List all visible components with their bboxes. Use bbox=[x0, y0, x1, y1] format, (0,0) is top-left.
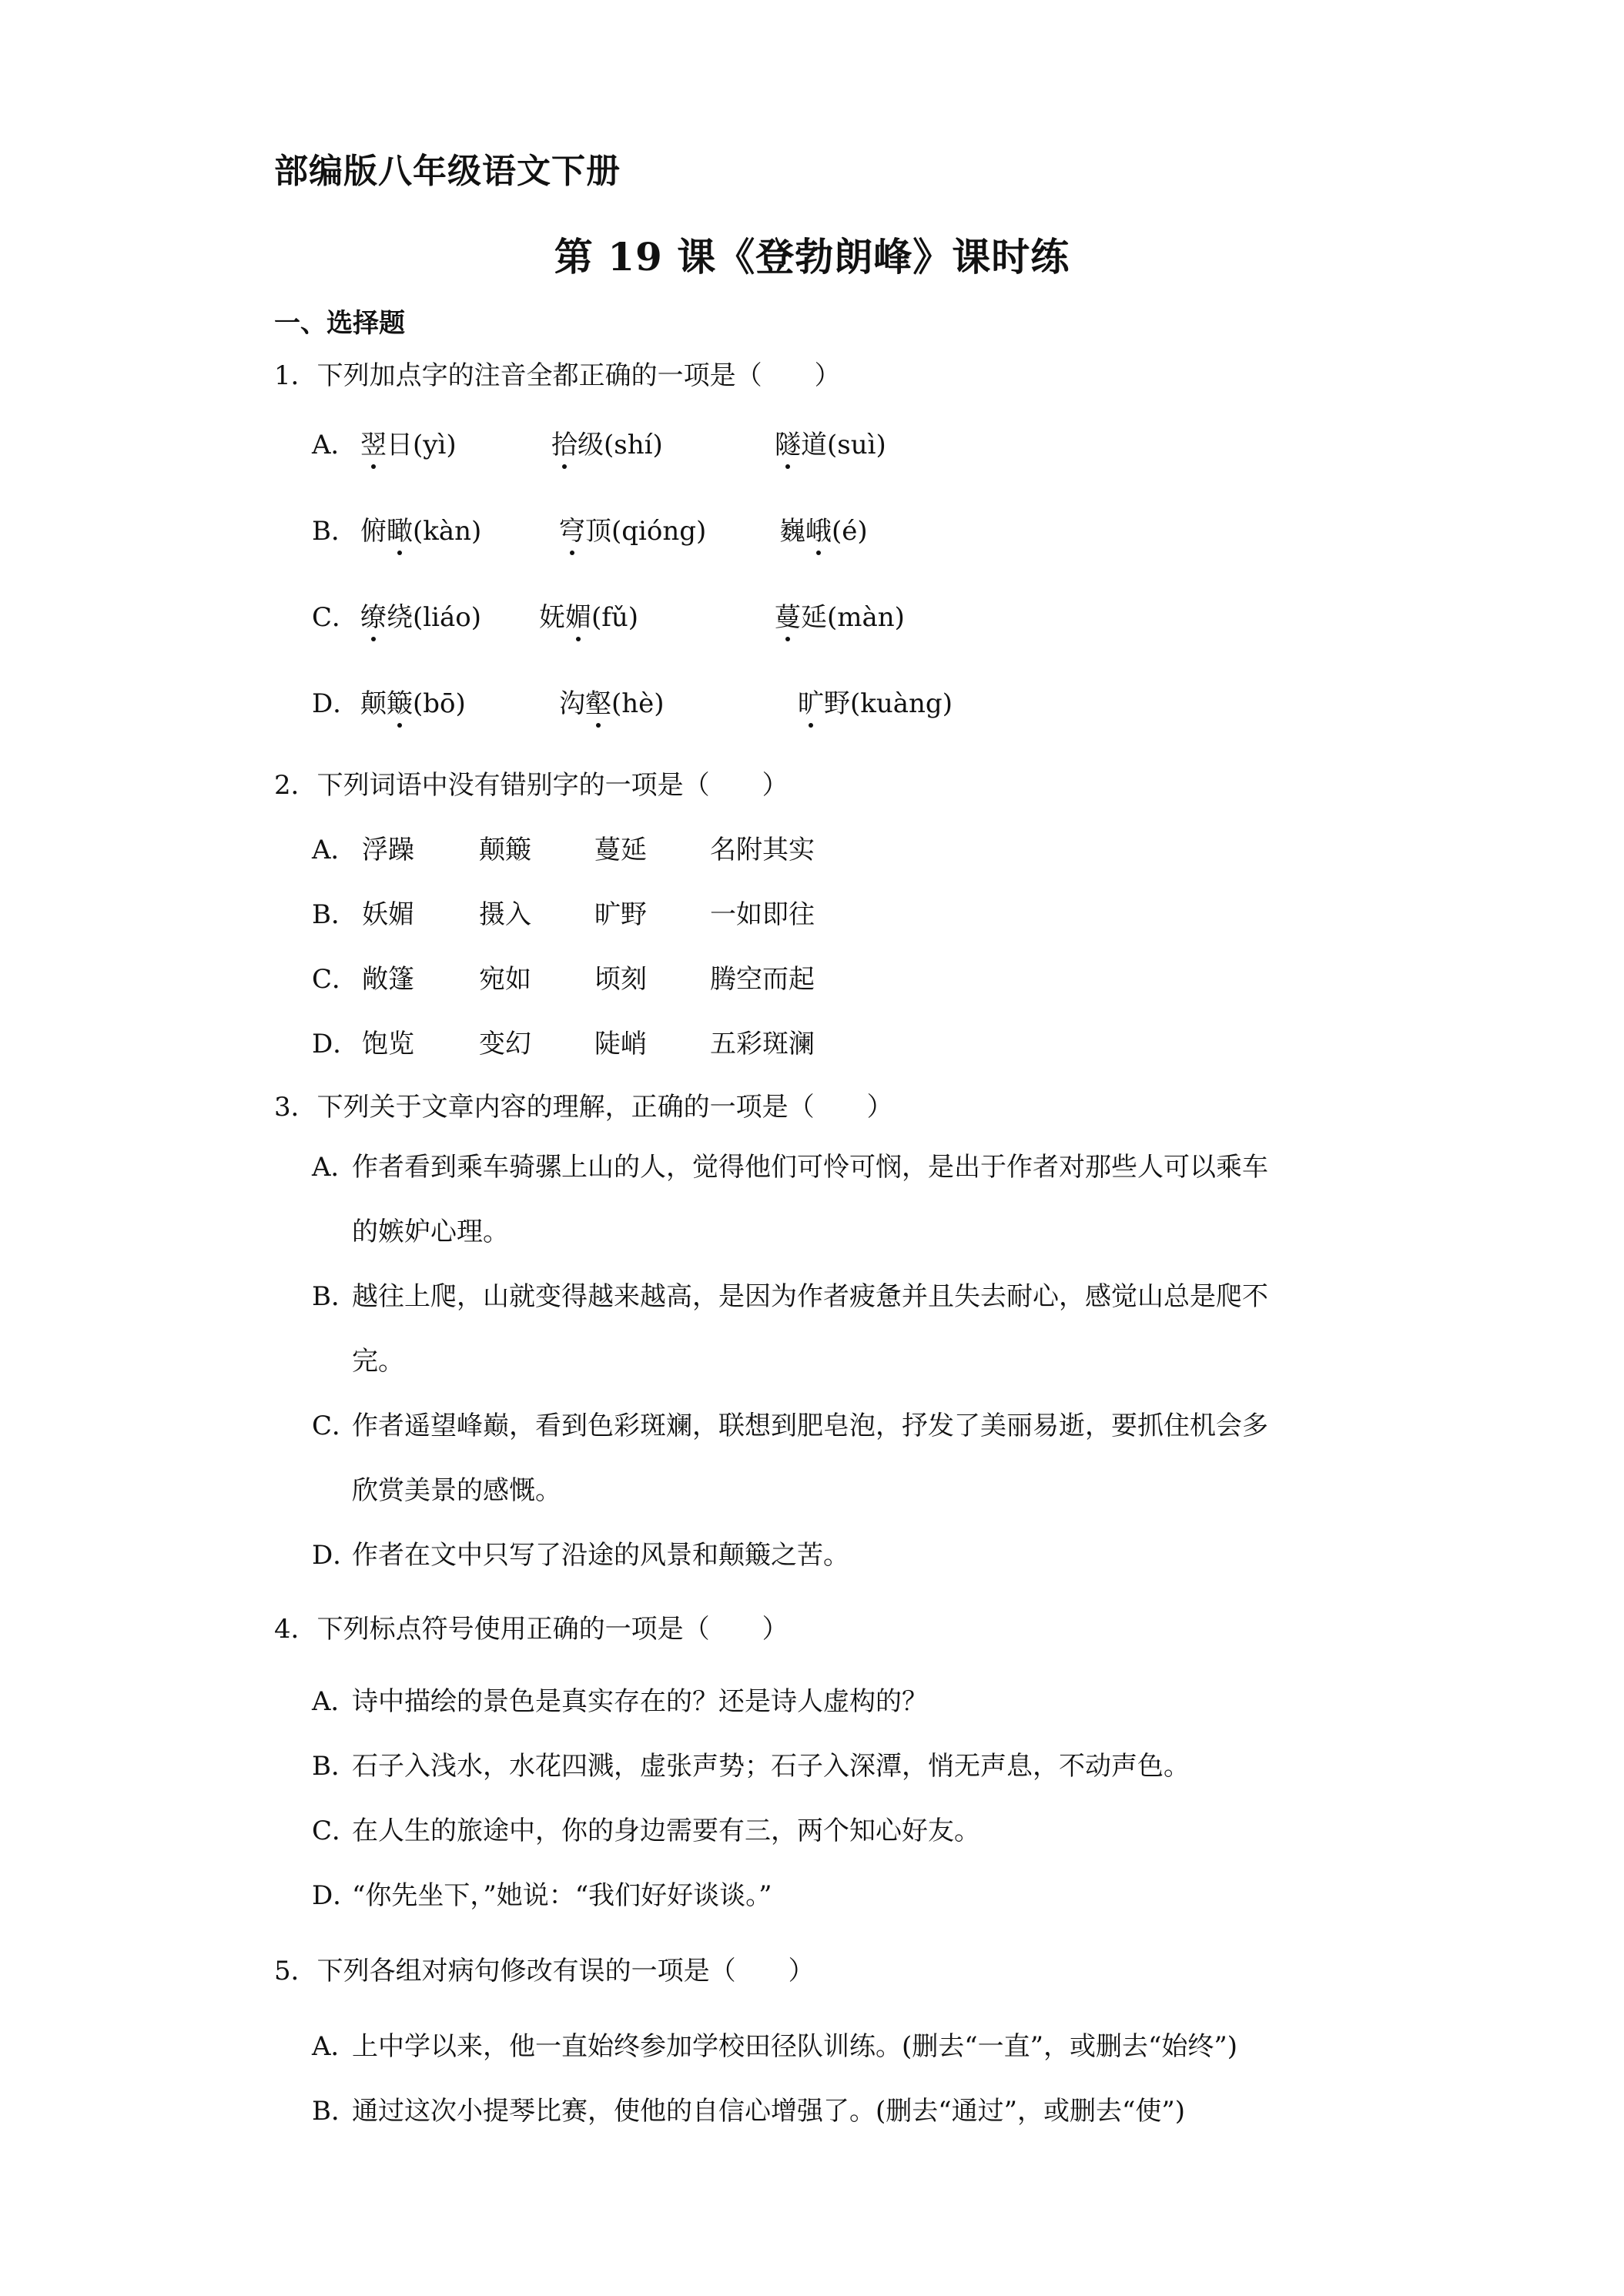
q1-a-item-3: 隧道(suì) bbox=[775, 423, 886, 461]
q2-b-word-3: 旷野 bbox=[594, 899, 647, 930]
q2-b-word-2: 摄入 bbox=[479, 899, 531, 930]
q2-d-word-2: 变幻 bbox=[479, 1029, 531, 1059]
emphasis-dot-char: 媚 bbox=[565, 596, 591, 634]
option-text: “你先坐下，”她说：“我们好好谈谈。” bbox=[352, 1880, 772, 1911]
q5-option-a bbox=[312, 2025, 1237, 2063]
q2-b-word-4: 一如即往 bbox=[710, 899, 815, 930]
option-text: 石子入浅水，水花四溅，虚张声势；石子入深潭，悄无声息，不动声色。 bbox=[352, 1751, 1190, 1782]
q2-c-word-1: 敞篷 bbox=[362, 964, 414, 995]
q1-a-item-1: 翌日(yì) bbox=[360, 423, 457, 461]
question-4-stem: 4．下列标点符号使用正确的一项是（ ） bbox=[274, 1614, 789, 1645]
emphasis-dot-char: 隧 bbox=[775, 423, 801, 461]
option-letter: C． bbox=[312, 964, 359, 995]
document-title: 第 19 课《登勃朗峰》课时练 bbox=[554, 234, 1070, 279]
q2-option-d bbox=[312, 1022, 360, 1060]
q2-option-b bbox=[312, 893, 360, 931]
emphasis-dot-char: 翌 bbox=[360, 423, 387, 461]
option-letter: D． bbox=[312, 1029, 360, 1059]
option-letter: D． bbox=[312, 688, 360, 719]
option-letter: D． bbox=[312, 1880, 360, 1911]
option-text: 作者在文中只写了沿途的风景和颠簸之苦。 bbox=[352, 1540, 849, 1571]
option-letter: C． bbox=[312, 1411, 359, 1441]
question-2-stem: 2．下列词语中没有错别字的一项是（ ） bbox=[274, 770, 789, 801]
q1-c-item-2: 妩媚(fǔ) bbox=[539, 596, 638, 634]
option-text-continued: 的嫉妒心理。 bbox=[352, 1217, 509, 1247]
option-letter: A． bbox=[312, 1686, 357, 1717]
option-text-continued: 完。 bbox=[352, 1346, 404, 1377]
q2-option-c bbox=[312, 958, 360, 996]
option-text: 作者看到乘车骑骡上山的人，觉得他们可怜可悯，是出于作者对那些人可以乘车 bbox=[352, 1152, 1268, 1183]
q2-d-word-3: 陡峭 bbox=[594, 1029, 647, 1059]
q1-d-item-3: 旷野(kuàng) bbox=[798, 682, 953, 720]
q2-a-word-3: 蔓延 bbox=[594, 835, 647, 865]
emphasis-dot-char: 拾 bbox=[551, 423, 578, 461]
q3-option-a bbox=[312, 1135, 1359, 1264]
q4-option-a bbox=[312, 1680, 928, 1718]
q2-a-word-4: 名附其实 bbox=[710, 835, 815, 865]
option-letter: B． bbox=[312, 1281, 357, 1312]
emphasis-dot-char: 缭 bbox=[360, 596, 387, 634]
option-letter: D． bbox=[312, 1540, 360, 1571]
q3-option-b bbox=[312, 1264, 1359, 1394]
q1-a-item-2: 拾级(shí) bbox=[551, 423, 663, 461]
q2-a-word-1: 浮躁 bbox=[362, 835, 414, 865]
q1-b-item-2: 穹顶(qióng) bbox=[559, 510, 706, 547]
question-3-stem: 3．下列关于文章内容的理解，正确的一项是（ ） bbox=[274, 1092, 893, 1123]
question-1-stem: 1．下列加点字的注音全都正确的一项是（ ） bbox=[274, 360, 841, 391]
option-text: 在人生的旅途中，你的身边需要有三，两个知心好友。 bbox=[352, 1816, 980, 1846]
q2-option-a bbox=[312, 828, 360, 866]
option-text: 通过这次小提琴比赛，使他的自信心增强了。(删去“通过”，或删去“使”) bbox=[352, 2096, 1186, 2127]
section-heading: 一、选择题 bbox=[274, 308, 405, 339]
q1-b-item-1: 俯瞰(kàn) bbox=[360, 510, 481, 547]
q2-c-word-4: 腾空而起 bbox=[710, 964, 815, 995]
q1-b-item-3: 巍峨(é) bbox=[779, 510, 868, 547]
q4-option-d bbox=[312, 1874, 772, 1912]
q5-option-b bbox=[312, 2090, 1185, 2127]
q2-c-word-3: 顷刻 bbox=[594, 964, 647, 995]
q1-option-c bbox=[312, 596, 360, 634]
q3-option-c bbox=[312, 1394, 1359, 1523]
q2-a-word-2: 颠簸 bbox=[479, 835, 531, 865]
option-letter: A． bbox=[312, 430, 357, 460]
q3-option-d bbox=[312, 1523, 1359, 1588]
q2-d-word-4: 五彩斑澜 bbox=[710, 1029, 815, 1059]
option-letter: C． bbox=[312, 1816, 359, 1846]
option-text: 诗中描绘的景色是真实存在的？还是诗人虚构的？ bbox=[352, 1686, 928, 1717]
q1-d-item-2: 沟壑(hè) bbox=[559, 682, 665, 720]
emphasis-dot-char: 蔓 bbox=[775, 596, 801, 634]
q1-option-a bbox=[312, 423, 360, 461]
option-letter: A． bbox=[312, 1152, 357, 1183]
option-text: 上中学以来，他一直始终参加学校田径队训练。(删去“一直”，或删去“始终”) bbox=[352, 2031, 1238, 2062]
q2-b-word-1: 妖媚 bbox=[362, 899, 414, 930]
option-text: 越往上爬，山就变得越来越高，是因为作者疲惫并且失去耐心，感觉山总是爬不 bbox=[352, 1281, 1268, 1312]
emphasis-dot-char: 穹 bbox=[559, 510, 585, 547]
emphasis-dot-char: 旷 bbox=[798, 682, 824, 720]
option-text: 作者遥望峰巅，看到色彩斑斓，联想到肥皂泡，抒发了美丽易逝，要抓住机会多 bbox=[352, 1411, 1268, 1441]
option-letter: B． bbox=[312, 2096, 357, 2127]
q4-option-c bbox=[312, 1809, 980, 1847]
q4-option-b bbox=[312, 1745, 1190, 1782]
q1-d-item-1: 颠簸(bō) bbox=[360, 682, 466, 720]
option-text-continued: 欣赏美景的感慨。 bbox=[352, 1475, 561, 1506]
emphasis-dot-char: 峨 bbox=[805, 510, 832, 547]
emphasis-dot-char: 瞰 bbox=[387, 510, 413, 547]
option-letter: B． bbox=[312, 899, 357, 930]
q1-c-item-1: 缭绕(liáo) bbox=[360, 596, 481, 634]
option-letter: C． bbox=[312, 602, 359, 633]
q2-d-word-1: 饱览 bbox=[362, 1029, 414, 1059]
document-subtitle: 部编版八年级语文下册 bbox=[274, 152, 621, 191]
emphasis-dot-char: 壑 bbox=[585, 682, 611, 720]
question-5-stem: 5．下列各组对病句修改有误的一项是（ ） bbox=[274, 1956, 815, 1986]
q1-option-d bbox=[312, 682, 360, 720]
q2-c-word-2: 宛如 bbox=[479, 964, 531, 995]
option-letter: A． bbox=[312, 2031, 357, 2062]
option-letter: B． bbox=[312, 1751, 357, 1782]
q1-c-item-3: 蔓延(màn) bbox=[775, 596, 905, 634]
option-letter: A． bbox=[312, 835, 357, 865]
emphasis-dot-char: 簸 bbox=[387, 682, 413, 720]
option-letter: B． bbox=[312, 516, 357, 547]
q1-option-b bbox=[312, 510, 360, 547]
